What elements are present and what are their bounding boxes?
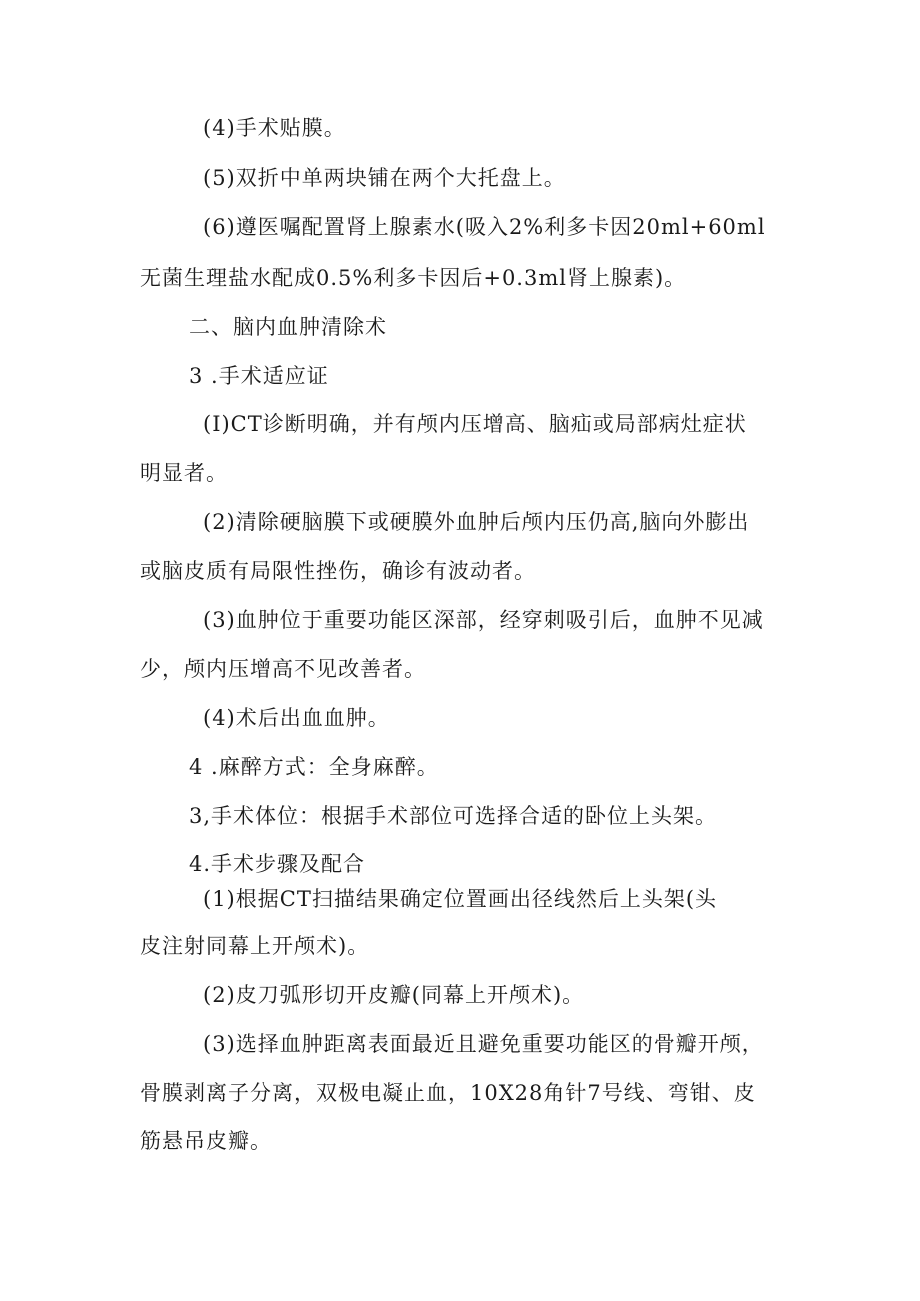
text-line: (3)血肿位于重要功能区深部，经穿刺吸引后，血肿不见减 (203, 608, 764, 632)
text-line: (4)手术贴膜。 (203, 116, 346, 140)
subsection-heading: 4 .麻醉方式：全身麻醉。 (189, 755, 439, 779)
text-line: (2)清除硬脑膜下或硬膜外血肿后颅内压仍高,脑向外膨出 (203, 510, 750, 534)
text-line: (2)皮刀弧形切开皮瓣(同幕上开颅术)。 (203, 983, 585, 1007)
text-line: 无菌生理盐水配成0.5%利多卡因后+0.3ml肾上腺素)。 (140, 266, 687, 290)
text-line: 或脑皮质有局限性挫伤，确诊有波动者。 (140, 559, 536, 583)
text-line: 少，颅内压增高不见改善者。 (140, 657, 426, 681)
text-line: (4)术后出血血肿。 (203, 706, 390, 730)
text-line: (3)选择血肿距离表面最近且避免重要功能区的骨瓣开颅， (203, 1032, 764, 1056)
text-line: 筋悬吊皮瓣。 (140, 1129, 272, 1153)
text-line: 骨膜剥离子分离，双极电凝止血，10X28角针7号线、弯钳、皮 (140, 1081, 756, 1105)
text-line: 皮注射同幕上开颅术)。 (140, 934, 370, 958)
text-line: (I)CT诊断明确，并有颅内压增高、脑疝或局部病灶症状 (203, 412, 747, 436)
section-heading: 二、脑内血肿清除术 (189, 315, 387, 339)
text-line: (1)根据CT扫描结果确定位置画出径线然后上头架(头 (203, 887, 718, 911)
text-line: (6)遵医嘱配置肾上腺素水(吸入2%利多卡因20ml+60ml (203, 215, 766, 239)
text-line: 明显者。 (140, 461, 228, 485)
subsection-heading: 3,手术体位：根据手术部位可选择合适的卧位上头架。 (189, 804, 718, 828)
subsection-heading: 3 .手术适应证 (189, 364, 329, 388)
subsection-heading: 4.手术步骤及配合 (189, 852, 366, 876)
text-line: (5)双折中单两块铺在两个大托盘上。 (203, 166, 566, 190)
